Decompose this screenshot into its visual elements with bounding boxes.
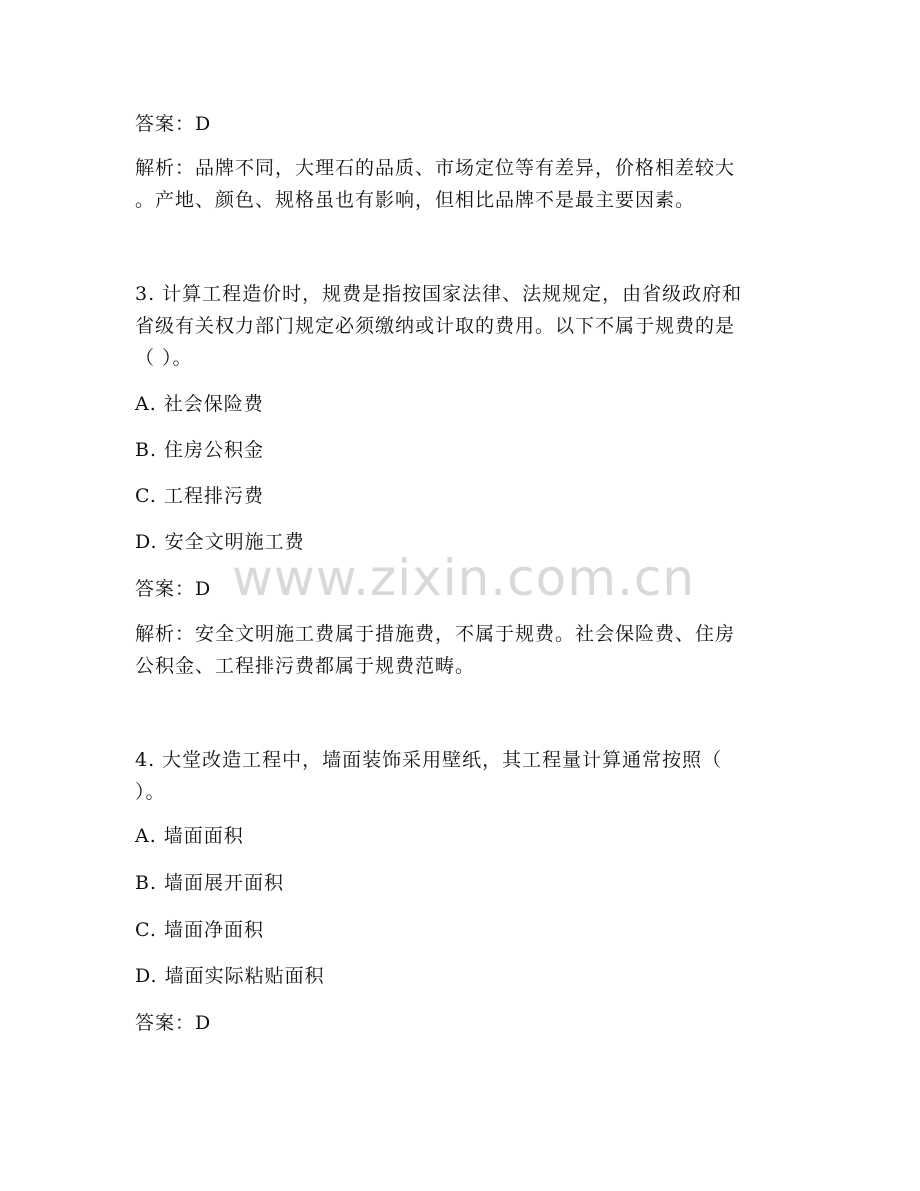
- q4-option-a: A. 墙面面积: [135, 825, 244, 847]
- q3-option-d: D. 安全文明施工费: [135, 531, 305, 553]
- q4-question: [135, 744, 775, 808]
- q4-option-b: B. 墙面展开面积: [135, 872, 285, 894]
- q3-question-line: 省级有关权力部门规定必须缴纳或计取的费用。以下不属于规费的是: [135, 315, 736, 337]
- q4-option-d: D. 墙面实际粘贴面积: [135, 965, 325, 987]
- q2-analysis-line: 。产地、颜色、规格虽也有影响，但相比品牌不是最主要因素。: [135, 189, 696, 211]
- watermark-text: www.zixin.com.cn: [232, 549, 696, 607]
- q4-question-line: ）。: [135, 781, 166, 803]
- q4-question-line: 4. 大堂改造工程中，墙面装饰采用壁纸，其工程量计算通常按照（: [135, 749, 723, 771]
- q3-analysis-line: 解析：安全文明施工费属于措施费，不属于规费。社会保险费、住房: [135, 623, 736, 645]
- q4-answer: 答案：D: [135, 1012, 212, 1034]
- q3-option-a: A. 社会保险费: [135, 393, 264, 415]
- q3-answer: 答案：D: [135, 578, 212, 600]
- q4-option-c: C. 墙面净面积: [135, 919, 264, 941]
- q2-analysis-line: 解析：品牌不同，大理石的品质、市场定位等有差异，价格相差较大: [135, 157, 736, 179]
- q3-question: [135, 278, 775, 374]
- q3-option-c: C. 工程排污费: [135, 485, 264, 507]
- q3-analysis-line: 公积金、工程排污费都属于规费范畴。: [135, 655, 476, 677]
- q3-question-line: 3. 计算工程造价时，规费是指按国家法律、法规规定，由省级政府和: [135, 283, 743, 305]
- q3-option-b: B. 住房公积金: [135, 439, 265, 461]
- q2-analysis: [135, 152, 775, 216]
- q2-answer: 答案：D: [135, 113, 212, 135]
- q3-question-line: （ ）。: [135, 347, 193, 369]
- q3-analysis: [135, 618, 775, 682]
